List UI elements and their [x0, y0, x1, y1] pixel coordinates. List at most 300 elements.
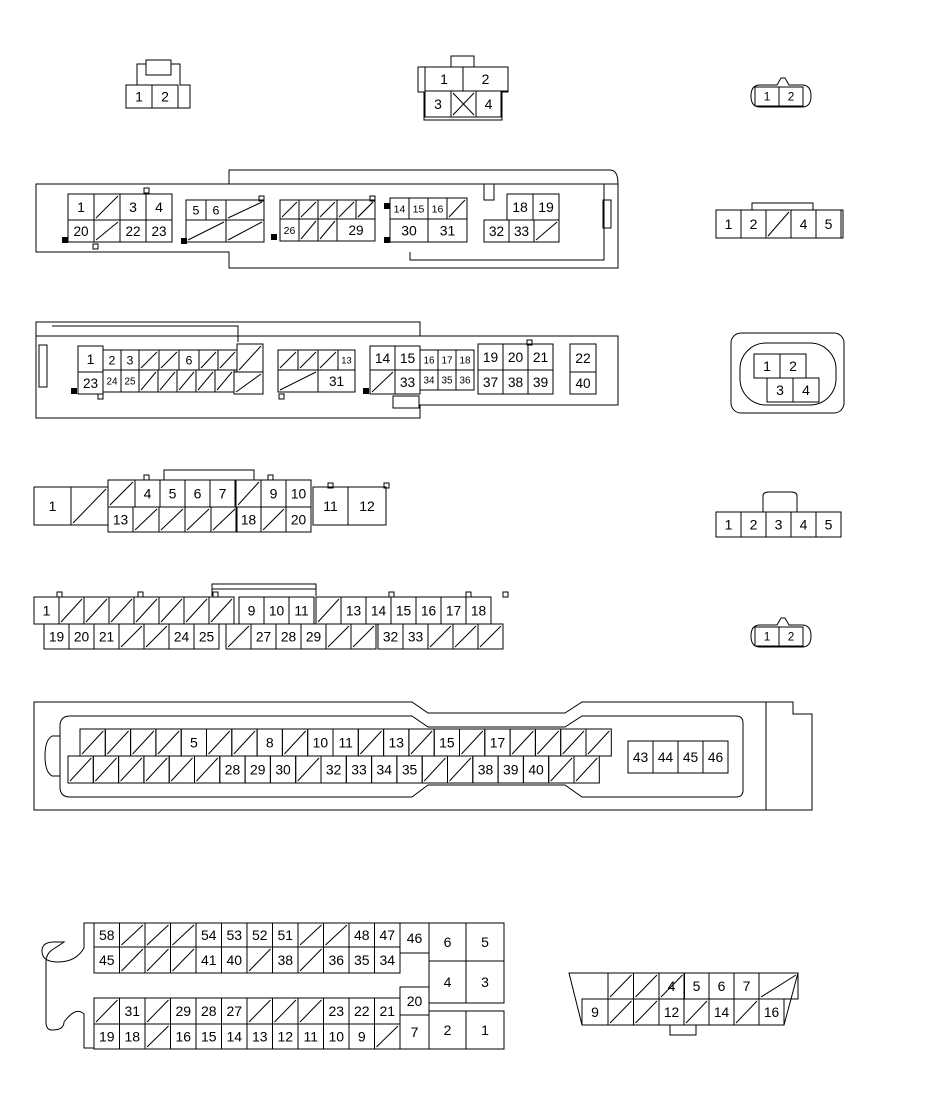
pin-number: 3	[434, 96, 442, 113]
pin-cell	[80, 729, 105, 756]
unused-pin-slash	[236, 374, 261, 392]
unused-pin-slash	[263, 509, 284, 530]
pin-number: 10	[290, 486, 307, 502]
unused-pin-slash	[411, 731, 432, 754]
pin-number: 9	[269, 485, 278, 502]
pin-cell	[34, 597, 59, 624]
unused-pin-slash	[141, 352, 157, 368]
pin-cell	[326, 624, 351, 649]
pin-number: 16	[763, 1004, 780, 1020]
pin-cell	[68, 194, 94, 220]
pin-number: 3	[774, 516, 783, 533]
pin-cell	[318, 350, 338, 370]
pin-number: 18	[512, 199, 528, 216]
unused-pin-slash	[358, 202, 373, 217]
pin-cell	[395, 370, 420, 394]
pin-cell	[324, 923, 350, 947]
pin-number: 2	[787, 89, 795, 104]
pin-number: 11	[323, 498, 338, 515]
unused-pin-slash	[161, 509, 183, 530]
pin-number: 6	[185, 353, 193, 368]
pin-cell	[196, 998, 222, 1024]
unused-pin-slash	[249, 1000, 271, 1022]
unused-pin-slash	[320, 352, 336, 368]
pin-number: 3	[126, 353, 134, 368]
pin-number: 2	[481, 71, 490, 88]
unused-pin-slash	[197, 758, 218, 781]
connector-d	[68, 194, 559, 242]
pin-number: 36	[459, 375, 471, 387]
pin-cell	[226, 624, 251, 649]
pin-cell	[466, 961, 504, 1003]
pin-cell	[273, 1024, 299, 1049]
pin-number: 23	[151, 223, 167, 239]
pin-cell	[232, 729, 257, 756]
pin-cell	[120, 194, 146, 220]
pin-cell	[466, 1011, 504, 1049]
pin-cell	[257, 729, 282, 756]
unused-pin-slash	[284, 731, 305, 754]
pin-number: 29	[305, 629, 322, 645]
unused-pin-slash	[73, 489, 106, 523]
pin-number: 2	[161, 88, 169, 105]
pin-number: 4	[799, 216, 808, 233]
pin-number: 43	[632, 749, 649, 765]
unused-pin-slash	[249, 949, 271, 971]
pin-number: 21	[379, 1003, 396, 1020]
pin-cell	[448, 756, 473, 783]
pin-number: 23	[328, 1003, 345, 1020]
pin-cell	[159, 597, 184, 624]
pin-number: 14	[374, 350, 391, 366]
pin-cell	[120, 923, 146, 947]
pin-cell	[400, 1015, 429, 1049]
pin-number: 2	[749, 516, 758, 533]
unused-pin-slash	[238, 482, 259, 505]
pin-cell	[586, 729, 611, 756]
unused-pin-slash	[280, 352, 296, 368]
pin-cell	[503, 370, 528, 394]
unused-pin-slash	[551, 758, 572, 781]
pin-number: 5	[189, 734, 198, 751]
pin-number: 19	[48, 629, 65, 645]
pin-cell	[109, 597, 134, 624]
unused-pin-slash	[576, 758, 597, 781]
pin-number: 30	[401, 222, 417, 239]
pin-number: 11	[303, 1028, 319, 1045]
pin-cell	[741, 512, 766, 537]
pin-cell	[247, 923, 273, 947]
unused-pin-slash	[450, 758, 471, 781]
pin-number: 52	[251, 927, 268, 944]
pin-number: 3	[776, 382, 784, 399]
pin-cell	[375, 923, 401, 947]
pin-cell	[441, 597, 466, 624]
pin-cell	[709, 999, 734, 1025]
pin-number: 17	[441, 355, 453, 367]
pin-number: 4	[802, 382, 810, 399]
pin-number: 10	[312, 734, 329, 751]
pin-cell	[429, 1011, 466, 1049]
pin-cell	[152, 85, 178, 108]
pin-cell	[145, 923, 171, 947]
unused-pin-slash	[147, 949, 169, 971]
pin-number: 16	[423, 355, 435, 367]
pin-number: 24	[106, 376, 118, 388]
pin-cell	[94, 923, 120, 947]
unused-pin-slash	[298, 758, 319, 781]
connector-j	[34, 597, 503, 649]
pin-cell	[684, 999, 709, 1025]
pin-cell	[498, 756, 523, 783]
pin-cell	[608, 973, 634, 999]
pin-cell	[478, 370, 503, 394]
pin-cell	[159, 507, 185, 532]
pin-cell	[94, 947, 120, 973]
pin-number: 15	[439, 734, 455, 751]
connector-i	[716, 512, 841, 537]
connector-a-latch	[146, 64, 171, 75]
pin-number: 20	[73, 223, 89, 239]
pin-cell	[169, 756, 194, 783]
pin-number: 14	[226, 1028, 243, 1045]
unused-pin-slash	[82, 731, 103, 754]
connector-f-window	[393, 396, 419, 408]
pin-cell	[93, 756, 118, 783]
pin-number: 20	[406, 993, 423, 1010]
pin-number: 4	[484, 96, 493, 113]
unused-pin-slash	[211, 599, 232, 622]
connector-g	[754, 354, 819, 402]
pin-number: 13	[341, 354, 352, 366]
pin-cell	[94, 1024, 120, 1049]
pin-number: 5	[481, 934, 489, 951]
pin-cell	[535, 729, 560, 756]
pin-cell	[324, 998, 350, 1024]
pin-cell	[177, 370, 196, 392]
pin-cell	[139, 370, 158, 392]
pin-cell	[755, 627, 779, 646]
pin-cell	[528, 344, 553, 370]
pin-number: 13	[388, 734, 404, 751]
pin-number: 40	[528, 761, 544, 778]
connector-c-housing	[751, 78, 811, 107]
pin-number: 23	[82, 375, 99, 391]
pin-number: 41	[200, 952, 217, 969]
pin-number: 33	[513, 223, 530, 239]
pin-cell	[108, 507, 133, 532]
pin-cell	[237, 344, 263, 372]
pin-cell	[169, 624, 194, 649]
pin-cell	[451, 91, 476, 117]
lock-tab	[213, 592, 218, 597]
pin-number: 11	[294, 603, 309, 619]
pin-number: 40	[226, 952, 243, 969]
unused-pin-slash	[300, 949, 322, 971]
pin-cell	[68, 756, 93, 783]
pin-cell	[759, 999, 784, 1025]
pin-cell	[533, 194, 559, 220]
pin-cell	[372, 756, 397, 783]
pin-cell	[181, 729, 206, 756]
pin-cell	[816, 210, 841, 238]
pin-cell	[425, 67, 463, 91]
pin-cell	[146, 220, 172, 242]
pin-cell	[659, 999, 684, 1025]
unused-pin-slash	[179, 372, 194, 390]
pin-cell	[375, 947, 401, 973]
pin-cell	[261, 480, 286, 507]
pin-cell	[286, 480, 311, 507]
pin-cell	[236, 507, 261, 532]
pin-number: 27	[226, 1003, 243, 1020]
pin-cell	[570, 344, 596, 372]
pin-cell	[324, 947, 350, 973]
connector-a	[126, 85, 178, 108]
pin-cell	[120, 220, 146, 242]
pin-cell	[222, 947, 248, 973]
pin-cell	[120, 998, 146, 1024]
connector-m	[94, 923, 504, 1049]
pin-cell	[298, 1024, 324, 1049]
pin-cell	[734, 999, 759, 1025]
unused-pin-slash	[201, 352, 216, 368]
unused-pin-slash	[122, 925, 144, 945]
pin-cell	[403, 624, 428, 649]
pin-cell	[779, 627, 803, 646]
pin-cell	[428, 219, 467, 242]
lock-tab	[144, 475, 149, 480]
pin-cell	[428, 198, 447, 219]
pin-cell	[196, 923, 222, 947]
key-mark	[71, 388, 77, 394]
pin-number: 15	[412, 203, 425, 216]
unused-pin-slash	[280, 372, 316, 390]
pin-cell	[308, 729, 333, 756]
unused-pin-slash	[86, 599, 107, 622]
pin-cell	[561, 729, 586, 756]
pin-cell	[366, 597, 391, 624]
pin-cell	[358, 729, 383, 756]
pin-cell	[299, 200, 318, 219]
pin-number: 47	[379, 927, 396, 944]
connector-f-side-slot	[39, 345, 47, 387]
pin-cell	[485, 729, 510, 756]
pin-cell	[420, 370, 438, 390]
unused-pin-slash	[96, 222, 118, 240]
pin-number: 38	[507, 374, 524, 390]
pin-number: 12	[663, 1004, 680, 1020]
unused-pin-slash	[121, 758, 142, 781]
connector-d-top-rib	[229, 170, 618, 184]
unused-pin-slash	[300, 925, 322, 945]
pin-cell	[247, 998, 273, 1024]
connector-l-end-cap	[766, 702, 812, 810]
pin-cell	[476, 91, 501, 117]
pin-cell	[321, 756, 346, 783]
pin-cell	[528, 370, 553, 394]
pin-cell	[678, 741, 703, 773]
pin-cell	[105, 729, 130, 756]
pin-cell	[791, 210, 816, 238]
unused-pin-slash	[161, 599, 182, 622]
pin-cell	[534, 220, 559, 242]
unused-pin-slash	[234, 731, 255, 754]
connector-n	[582, 973, 798, 1025]
pin-number: 33	[351, 761, 367, 778]
pin-cell	[582, 999, 608, 1025]
pin-number: 2	[108, 353, 116, 368]
connector-f-top-rib	[36, 322, 420, 342]
unused-pin-slash	[636, 975, 658, 997]
pin-number: 10	[268, 603, 285, 619]
unused-pin-slash	[300, 1000, 322, 1022]
pin-number: 22	[125, 223, 141, 239]
pin-cell	[171, 1024, 197, 1049]
pin-cell	[313, 487, 348, 525]
pin-cell	[251, 624, 276, 649]
unused-pin-slash	[320, 221, 335, 239]
pin-number: 21	[98, 629, 115, 645]
pin-number: 18	[124, 1028, 141, 1045]
pin-cell	[280, 219, 299, 241]
pin-number: 31	[328, 373, 345, 389]
pin-cell	[207, 729, 232, 756]
connector-f-housing	[36, 336, 618, 418]
pin-cell	[273, 923, 299, 947]
pin-cell	[145, 998, 171, 1024]
pin-number: 16	[431, 203, 444, 216]
pin-cell	[420, 350, 438, 370]
unused-pin-slash	[213, 509, 235, 530]
connector-f	[78, 344, 596, 394]
pin-number: 5	[192, 203, 200, 218]
pin-cell	[608, 999, 634, 1025]
pin-number: 4	[799, 516, 808, 533]
connector-m-housing	[42, 923, 94, 1048]
unused-pin-slash	[158, 731, 179, 754]
pin-cell	[218, 350, 237, 370]
pin-number: 1	[86, 351, 95, 368]
pin-cell	[447, 198, 467, 219]
unused-pin-slash	[636, 1001, 658, 1023]
pin-cell	[234, 372, 263, 394]
pin-cell	[126, 85, 152, 108]
pin-number: 29	[175, 1003, 192, 1020]
pin-cell	[375, 1024, 401, 1049]
pin-number: 2	[789, 358, 797, 375]
key-mark	[271, 234, 277, 240]
unused-pin-slash	[141, 372, 156, 390]
pin-cell	[337, 219, 375, 241]
unused-pin-slash	[111, 599, 132, 622]
pin-number: 18	[240, 512, 257, 528]
pin-cell	[119, 756, 144, 783]
pin-cell	[78, 372, 103, 394]
pin-number: 5	[692, 978, 701, 995]
pin-number: 15	[395, 603, 412, 619]
unused-pin-slash	[320, 202, 335, 217]
pin-cell	[278, 370, 318, 392]
pin-cell	[384, 729, 409, 756]
pin-cell	[146, 194, 172, 220]
pin-number: 48	[353, 927, 370, 944]
lock-tab	[144, 188, 149, 193]
pin-number: 22	[575, 350, 591, 367]
unused-pin-slash	[563, 731, 584, 754]
pin-cell	[574, 756, 599, 783]
pin-number: 12	[277, 1028, 294, 1045]
pin-cell	[510, 729, 535, 756]
pin-cell	[653, 741, 678, 773]
pin-cell	[226, 220, 264, 242]
unused-pin-slash	[188, 222, 224, 240]
pin-number: 6	[193, 485, 202, 502]
pin-cell	[395, 346, 420, 370]
unused-pin-slash	[146, 626, 167, 647]
unused-pin-slash	[761, 975, 796, 997]
pin-cell	[247, 1024, 273, 1049]
pin-cell	[278, 350, 298, 370]
pin-cell	[68, 220, 94, 242]
pin-number: 1	[481, 1022, 489, 1039]
pin-number: 16	[420, 603, 437, 619]
pin-number: 13	[251, 1028, 268, 1045]
pin-cell	[179, 350, 199, 370]
unused-pin-slash	[686, 1001, 707, 1023]
pin-cell	[120, 947, 146, 973]
pin-cell	[215, 370, 234, 392]
pin-number: 27	[255, 629, 272, 645]
pin-cell	[478, 624, 503, 649]
pin-cell	[337, 200, 356, 219]
pin-cell	[220, 756, 245, 783]
unused-pin-slash	[228, 222, 262, 240]
pin-cell	[318, 200, 337, 219]
lock-tab	[57, 592, 62, 597]
pin-number: 1	[763, 89, 771, 104]
pin-cell	[119, 624, 144, 649]
connector-k-housing	[751, 618, 811, 647]
pin-cell	[456, 370, 474, 390]
pin-cell	[264, 597, 289, 624]
pin-number: 46	[707, 749, 724, 765]
unused-pin-slash	[424, 758, 445, 781]
pin-cell	[349, 923, 375, 947]
pin-cell	[375, 998, 401, 1024]
key-mark	[181, 238, 187, 244]
pin-number: 33	[399, 374, 416, 390]
pin-cell	[69, 624, 94, 649]
pin-cell	[341, 597, 366, 624]
pin-cell	[434, 729, 459, 756]
pin-number: 16	[175, 1028, 192, 1045]
unused-pin-slash	[339, 202, 354, 217]
pin-cell	[791, 512, 816, 537]
connector-l-side-latch	[45, 736, 60, 776]
pin-cell	[324, 1024, 350, 1049]
pin-number: 13	[345, 603, 362, 619]
pin-number: 19	[98, 1028, 115, 1045]
pin-cell	[276, 624, 301, 649]
pin-cell	[473, 756, 498, 783]
pin-cell	[135, 480, 160, 507]
unused-pin-slash	[133, 731, 154, 754]
unused-pin-slash	[147, 925, 169, 945]
pin-number: 29	[250, 761, 266, 778]
pin-cell	[196, 1024, 222, 1049]
key-mark	[363, 388, 369, 394]
